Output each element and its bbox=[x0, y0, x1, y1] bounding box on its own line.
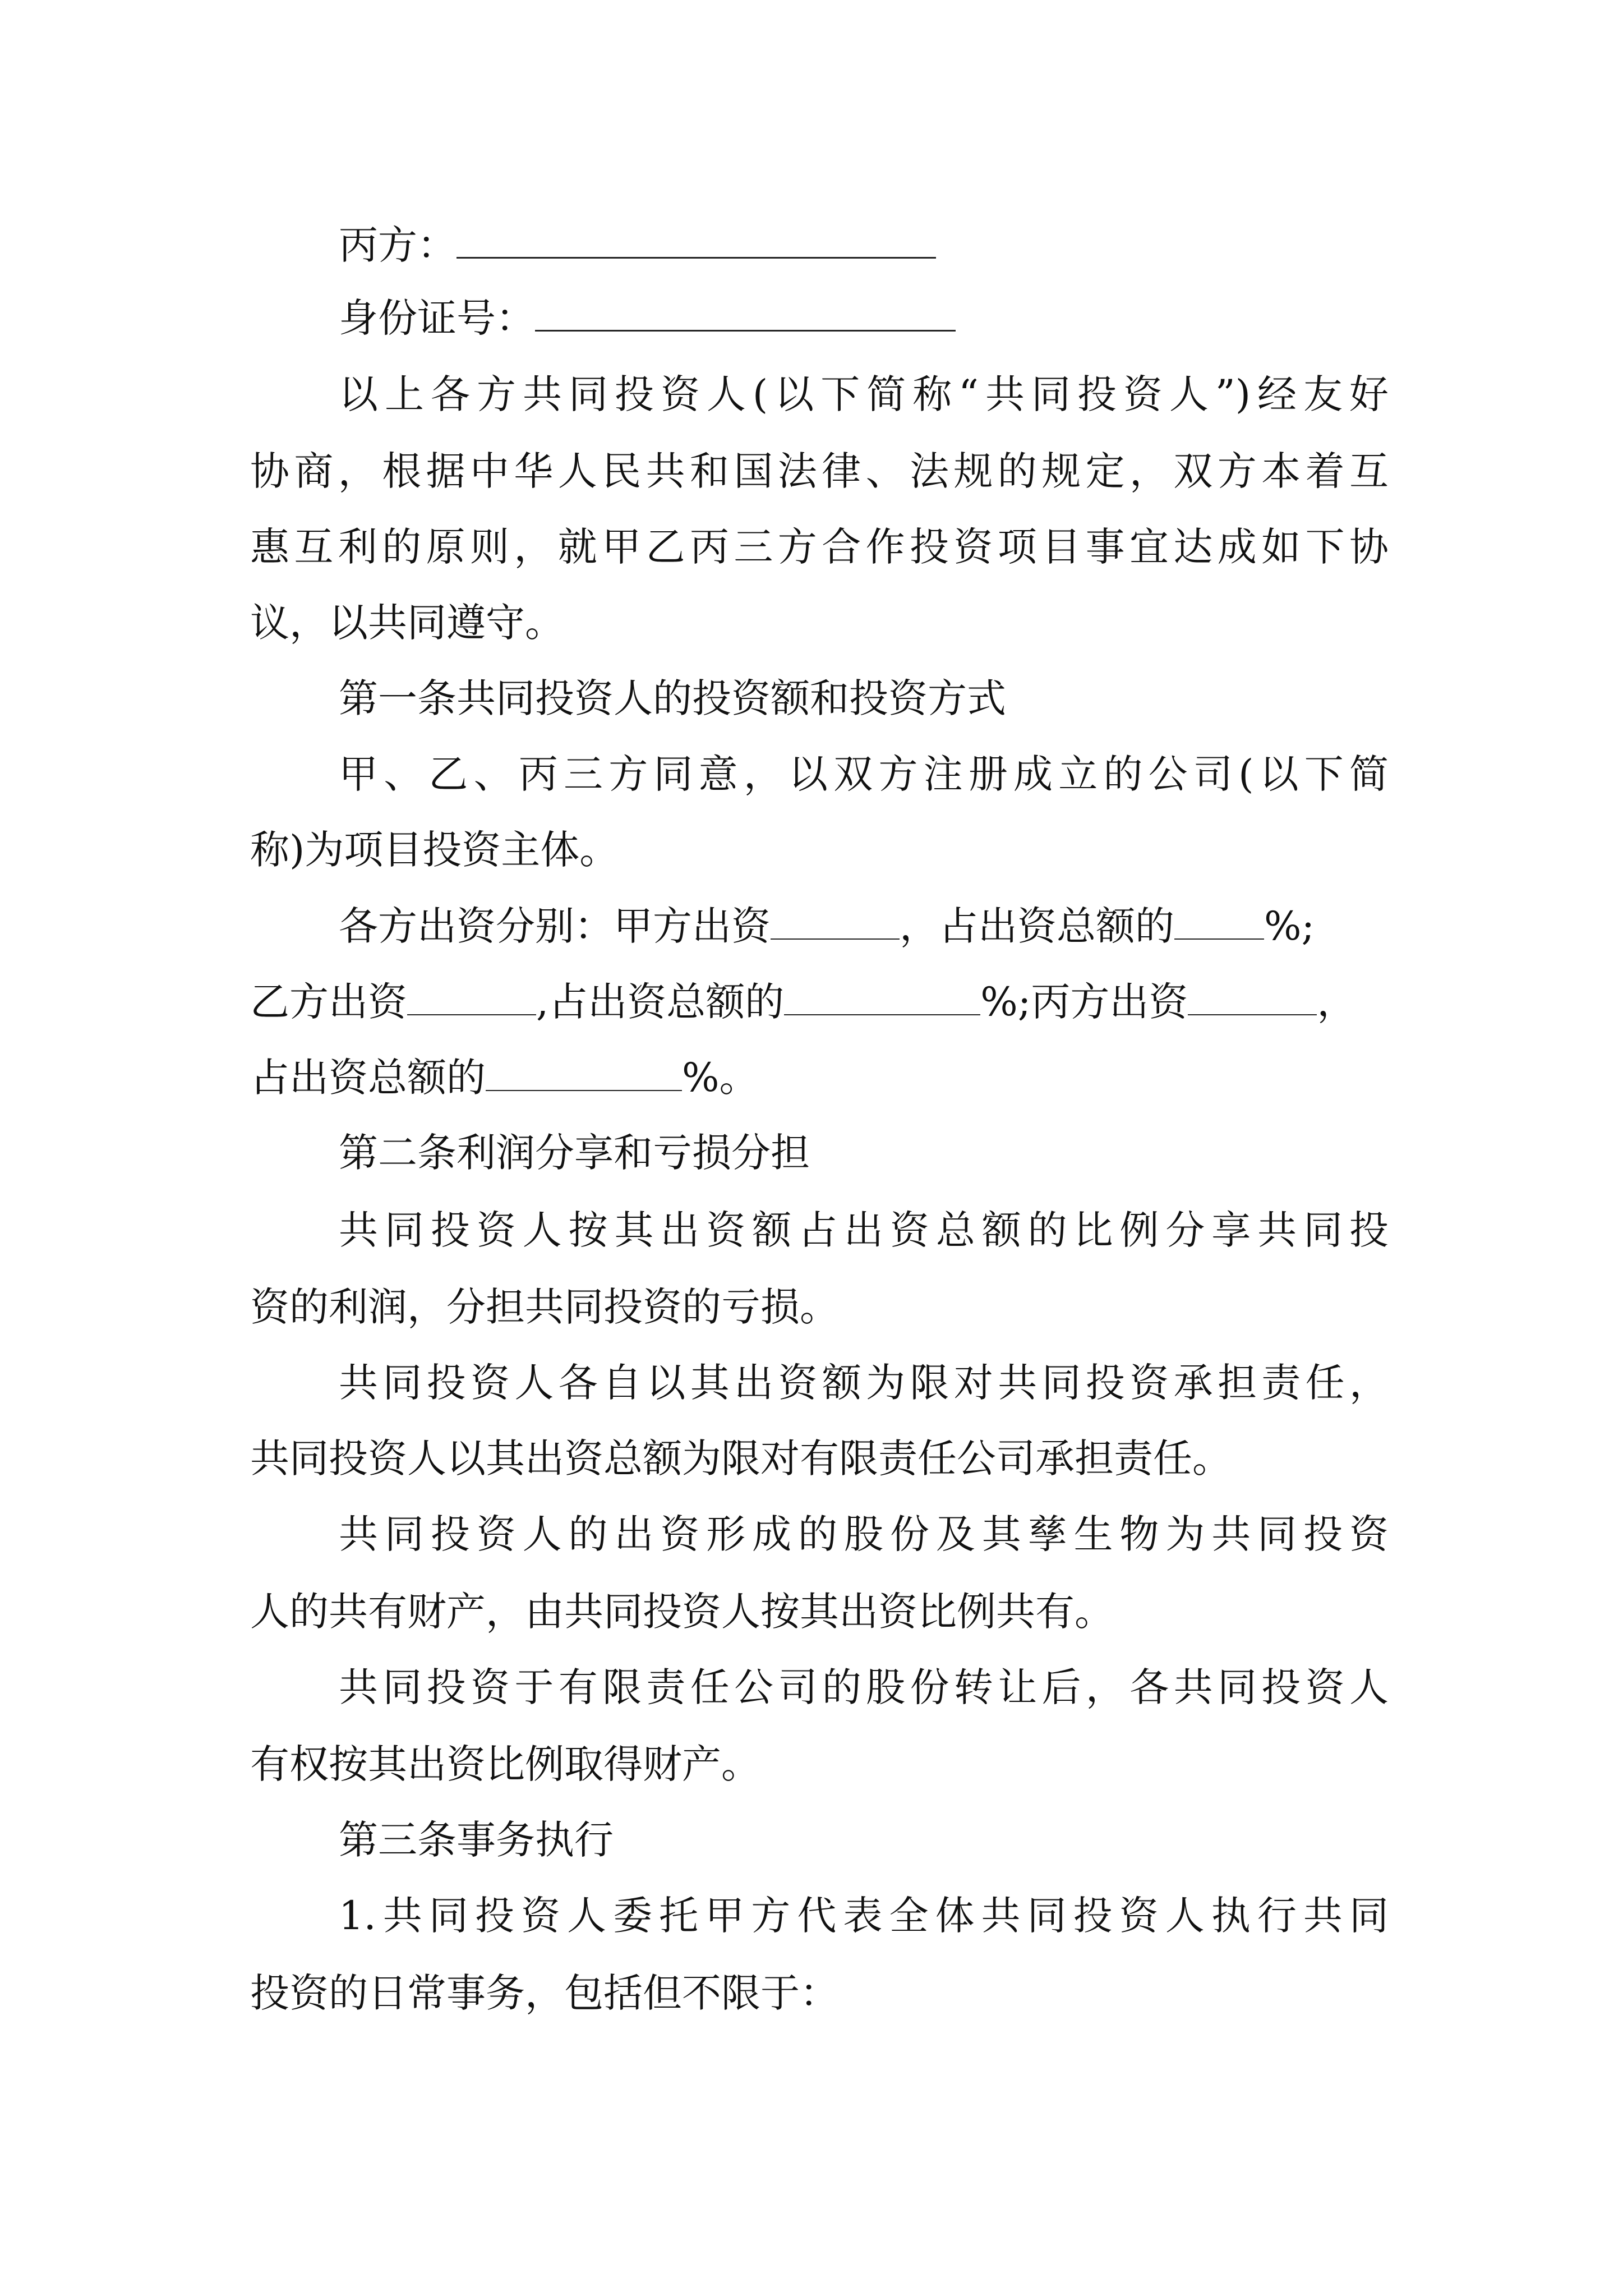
party-a-percent-blank[interactable] bbox=[1174, 906, 1264, 940]
article2-p2-line-1: 共同投资人各自以其出资额为限对共同投资承担责任， bbox=[339, 1360, 1389, 1406]
article3-p1-line-2: 投资的日常事务，包括但不限于： bbox=[250, 1970, 839, 2016]
article2-heading: 第二条利润分享和亏损分担 bbox=[339, 1130, 810, 1176]
comma-c: ， bbox=[1317, 979, 1357, 1025]
article2-p4-line-2: 有权按其出资比例取得财产。 bbox=[250, 1741, 760, 1787]
contribution-a-label: 各方出资分别：甲方出资 bbox=[339, 903, 771, 949]
article1-p2-line-1 bbox=[339, 903, 1315, 949]
id-number-blank[interactable] bbox=[535, 297, 956, 332]
party-c-amount-blank[interactable] bbox=[1188, 982, 1317, 1015]
article1-p1-line-1: 甲、乙、丙三方同意，以双方注册成立的公司(以下简 bbox=[339, 751, 1389, 797]
party-b-percent-blank[interactable] bbox=[784, 982, 980, 1015]
contribution-b-label: 乙方出资 bbox=[250, 979, 407, 1025]
article2-p1-line-2: 资的利润，分担共同投资的亏损。 bbox=[250, 1284, 839, 1330]
article1-p1-line-2: 称)为项目投资主体。 bbox=[250, 827, 619, 873]
contribution-c-label: %;丙方出资 bbox=[980, 979, 1188, 1025]
party-a-amount-blank[interactable] bbox=[771, 906, 900, 940]
article3-heading: 第三条事务执行 bbox=[339, 1817, 614, 1863]
intro-line-2: 协商，根据中华人民共和国法律、法规的规定，双方本着互 bbox=[250, 448, 1389, 494]
article2-p4-line-1: 共同投资于有限责任公司的股份转让后，各共同投资人 bbox=[339, 1664, 1389, 1710]
article3-p1-line-1: 1.共同投资人委托甲方代表全体共同投资人执行共同 bbox=[339, 1893, 1389, 1939]
article1-heading: 第一条共同投资人的投资额和投资方式 bbox=[339, 675, 1006, 721]
article1-p2-line-3 bbox=[250, 1055, 759, 1101]
share-a-label: ，占出资总额的 bbox=[900, 903, 1174, 949]
party-c-line bbox=[339, 222, 936, 268]
article1-p2-line-2 bbox=[250, 979, 1357, 1025]
party-c-blank[interactable] bbox=[457, 224, 936, 259]
article2-p1-line-1: 共同投资人按其出资额占出资总额的比例分享共同投 bbox=[339, 1207, 1389, 1253]
intro-line-3: 惠互利的原则，就甲乙丙三方合作投资项目事宜达成如下协 bbox=[250, 524, 1389, 570]
id-number-label: 身份证号： bbox=[339, 295, 535, 341]
article2-p2-line-2: 共同投资人以其出资总额为限对有限责任公司承担责任。 bbox=[250, 1435, 1232, 1481]
party-c-percent-blank[interactable] bbox=[486, 1057, 682, 1091]
share-c-label: 占出资总额的 bbox=[250, 1055, 486, 1101]
intro-line-4: 议，以共同遵守。 bbox=[250, 600, 564, 646]
percent-c-suffix: %。 bbox=[682, 1055, 759, 1101]
party-b-amount-blank[interactable] bbox=[407, 982, 536, 1015]
share-b-label: ,占出资总额的 bbox=[536, 979, 785, 1025]
intro-line-1: 以上各方共同投资人(以下简称“共同投资人”)经友好 bbox=[339, 371, 1389, 417]
article2-p3-line-2: 人的共有财产，由共同投资人按其出资比例共有。 bbox=[250, 1589, 1114, 1635]
id-number-line bbox=[339, 295, 956, 341]
article2-p3-line-1: 共同投资人的出资形成的股份及其孳生物为共同投资 bbox=[339, 1511, 1389, 1557]
percent-a-suffix: %; bbox=[1264, 903, 1315, 949]
party-c-label: 丙方： bbox=[339, 222, 457, 268]
